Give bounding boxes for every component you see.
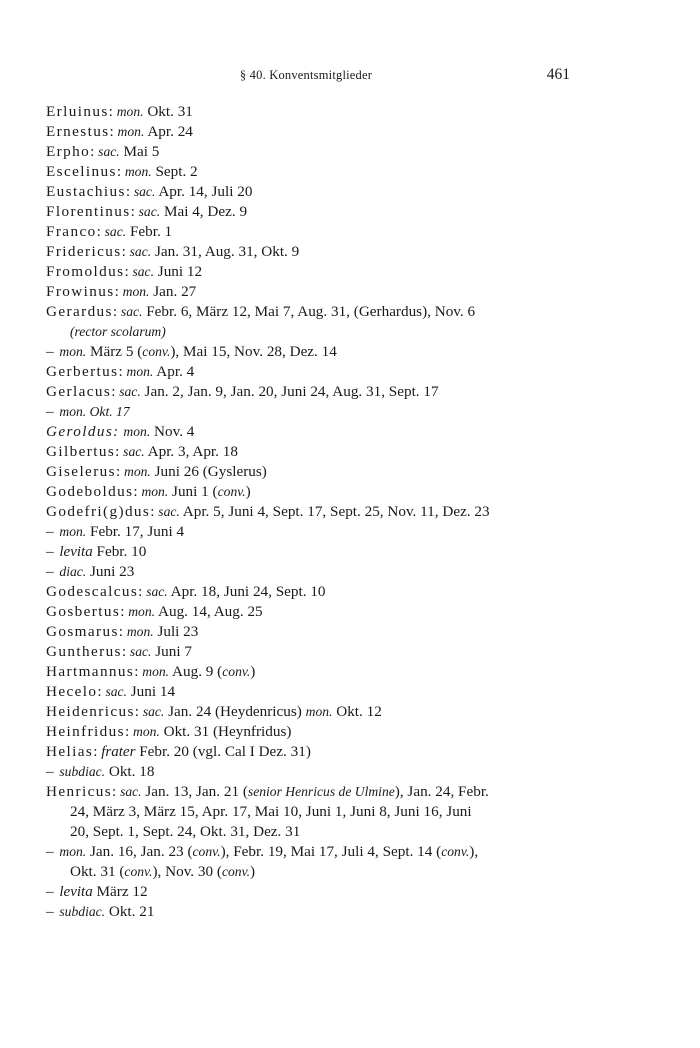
entry-dates: Okt. 18: [105, 763, 155, 780]
entry-dates: Juni 23: [86, 563, 135, 580]
entry-dates: Nov. 4: [150, 423, 195, 440]
entry-dates: Jan. 2, Jan. 9, Jan. 20, Juni 24, Aug. 31, Sept. 17: [140, 383, 439, 400]
entry-note: conv.: [217, 484, 246, 499]
register-entry: [46, 402, 570, 422]
entry-dates: Sept. 2: [151, 163, 198, 180]
entry-dates: Okt. 31 (: [70, 863, 125, 880]
entry-name: Gosbertus: [46, 603, 121, 620]
entry-name: Florentinus: [46, 203, 131, 220]
entry-name: Gerardus: [46, 303, 113, 320]
entry-name: Fridericus: [46, 243, 122, 260]
entry-dates: Jan. 24 (Heydenricus): [164, 703, 306, 720]
entry-name: Ernestus: [46, 123, 110, 140]
entry-status: mon.: [133, 724, 160, 739]
register-entry: [46, 342, 570, 362]
dash-mark: –: [46, 883, 54, 900]
entry-dates: ): [250, 663, 256, 680]
entry-name: Geroldus:: [46, 423, 120, 440]
entry-dates: ), Mai 15, Nov. 28, Dez. 14: [170, 343, 337, 360]
entry-dates: Juni 7: [151, 643, 192, 660]
entry-dates: Okt. 31: [143, 103, 193, 120]
register-entry: Heidenricus: sac. Jan. 24 (Heydenricus) mon. Okt. 12: [46, 703, 382, 720]
entry-dates: Okt. 12: [332, 703, 382, 720]
entry-note: conv.: [124, 864, 153, 879]
entry-status: sac.: [120, 304, 143, 319]
register-entry: Gerlacus: sac. Jan. 2, Jan. 9, Jan. 20, Juni 24, Aug. 31, Sept. 17: [46, 383, 439, 400]
entry-dates: Mai 5: [119, 143, 160, 160]
entry-name: Heidenricus: [46, 703, 135, 720]
entry-status: sac.: [138, 204, 161, 219]
running-header: [46, 66, 570, 86]
register-entry: [46, 522, 570, 542]
entry-dates: Apr. 3, Apr. 18: [144, 443, 238, 460]
dash-mark: –: [46, 343, 54, 360]
entry-dates: Jan. 13, Jan. 21 (: [141, 783, 248, 800]
entry-name: Heinfridus: [46, 723, 125, 740]
entry-status: mon.: [305, 704, 333, 719]
entry-status: frater: [101, 744, 136, 760]
register-entry: Fridericus: sac. Jan. 31, Aug. 31, Okt. 9: [46, 243, 300, 260]
entry-dates: Juni 14: [126, 683, 176, 700]
entry-note: conv.: [192, 844, 221, 859]
entry-dates: ),: [469, 843, 479, 860]
register-entry: Hecelo: sac. Juni 14: [46, 683, 176, 700]
register-entry: Fromoldus: sac. Juni 12: [46, 263, 203, 280]
entry-dates: Mai 4, Dez. 9: [160, 203, 248, 220]
entry-dates: Febr. 1: [126, 223, 173, 240]
entry-name: Godefri(g)dus: [46, 503, 151, 520]
entry-status: mon.: [141, 484, 169, 499]
entry-dates: 20, Sept. 1, Sept. 24, Okt. 31, Dez. 31: [70, 823, 301, 840]
register-entry: [46, 322, 570, 342]
entry-dates: 24, März 3, März 15, Apr. 17, Mai 10, Juni 1, Juni 8, Juni 16, Juni: [70, 803, 472, 820]
register-entry: Ernestus: mon. Apr. 24: [46, 123, 193, 140]
entry-dates: Jan. 27: [149, 283, 197, 300]
entry-dates: Jan. 31, Aug. 31, Okt. 9: [151, 243, 300, 260]
register-entry: Hartmannus: mon. Aug. 9 (conv.): [46, 663, 256, 680]
entry-status: sac.: [158, 504, 180, 519]
entry-name: Gerlacus: [46, 383, 112, 400]
register-entry: Franco: sac. Febr. 1: [46, 223, 173, 240]
entry-dates: ), Jan. 24, Febr.: [394, 783, 489, 800]
page-number: 461: [546, 66, 570, 83]
entry-name: Helias: [46, 743, 94, 760]
entry-dates: Aug. 9 (: [169, 663, 223, 680]
entry-name: Hartmannus: [46, 663, 135, 680]
entry-note: conv.: [441, 844, 470, 859]
dash-mark: –: [46, 543, 54, 560]
dash-mark: –: [46, 523, 54, 540]
register-entry: [46, 802, 570, 822]
dash-mark: –: [46, 563, 54, 580]
entry-status: mon.: [126, 364, 154, 379]
entry-status: mon.: [122, 284, 150, 299]
entry-name: Guntherus: [46, 643, 122, 660]
dash-mark: –: [46, 843, 54, 860]
entry-dates: Juni 12: [154, 263, 203, 280]
entry-dates: März 12: [92, 883, 148, 900]
register-entry: [46, 762, 570, 782]
running-title: § 40. Konventsmitglieder: [239, 68, 373, 82]
register-entry: [46, 842, 570, 862]
register-entry: Gerardus: sac. Febr. 6, März 12, Mai 7, Aug. 31, (Gerhardus), Nov. 6: [46, 303, 476, 320]
entry-status: sac.: [133, 184, 156, 199]
register-entry: Godeboldus: mon. Juni 1 (conv.): [46, 483, 251, 500]
entry-status: sac.: [142, 704, 165, 719]
register-entry: [46, 562, 570, 582]
register-entry: Godefri(g)dus: sac. Apr. 5, Juni 4, Sept. 17, Sept. 25, Nov. 11, Dez. 23: [46, 503, 490, 520]
entry-status: mon.: [126, 624, 154, 639]
dash-mark: –: [46, 903, 54, 920]
entry-dates: Febr. 6, März 12, Mai 7, Aug. 31, (Gerhardus), Nov. 6: [142, 303, 476, 320]
entry-status: diac.: [59, 564, 87, 579]
entry-dates: Apr. 18, Juni 24, Sept. 10: [167, 583, 326, 600]
register-entry: Frowinus: mon. Jan. 27: [46, 283, 197, 300]
entry-note: senior Henricus de Ulmine: [247, 784, 395, 799]
entry-status: mon.: [59, 344, 87, 359]
entry-status: mon.: [128, 604, 156, 619]
entry-dates: Febr. 10: [92, 543, 147, 560]
entry-status: sac.: [129, 244, 152, 259]
entry-name: Franco: [46, 223, 97, 240]
entry-name: Gerbertus: [46, 363, 119, 380]
dash-mark: –: [46, 763, 54, 780]
register-entry: Erluinus: mon. Okt. 31: [46, 103, 193, 120]
entry-note: conv.: [142, 344, 171, 359]
register-entry: [46, 862, 570, 882]
register-entry: Guntherus: sac. Juni 7: [46, 643, 192, 660]
entry-name: Godeboldus: [46, 483, 134, 500]
entry-name: Erluinus: [46, 103, 109, 120]
register-entry: Gilbertus: sac. Apr. 3, Apr. 18: [46, 443, 238, 460]
entry-status: sac.: [120, 784, 142, 799]
register-entry: [46, 822, 570, 842]
entry-status: mon. Okt. 17: [59, 404, 130, 419]
register-entry: Erpho: sac. Mai 5: [46, 143, 160, 160]
entry-dates: Okt. 21: [105, 903, 155, 920]
entry-name: Fromoldus: [46, 263, 125, 280]
entry-note: (rector scolarum): [70, 324, 166, 339]
dash-mark: –: [46, 403, 54, 420]
entry-dates: Okt. 31 (Heynfridus): [159, 723, 292, 740]
entry-status: mon.: [116, 104, 144, 119]
register-entry: Giselerus: mon. Juni 26 (Gyslerus): [46, 463, 267, 480]
entry-dates: Febr. 17, Juni 4: [86, 523, 185, 540]
register-entry: Helias: frater Febr. 20 (vgl. Cal I Dez. 31): [46, 743, 311, 760]
entry-name: Erpho: [46, 143, 91, 160]
entry-dates: Apr. 24: [144, 123, 193, 140]
entry-status: mon.: [124, 464, 151, 479]
entry-status: levita: [59, 884, 93, 900]
entry-dates: Febr. 20 (vgl. Cal I Dez. 31): [135, 743, 311, 760]
register-entry: Henricus: sac. Jan. 13, Jan. 21 (senior Henricus de Ulmine), Jan. 24, Febr.: [46, 783, 489, 800]
entry-status: subdiac.: [59, 764, 106, 779]
entry-status: sac.: [104, 224, 127, 239]
entry-status: sac.: [146, 584, 168, 599]
entry-dates: März 5 (: [86, 343, 143, 360]
entry-name: Giselerus: [46, 463, 116, 480]
entry-status: sac.: [119, 384, 141, 399]
entry-dates: Jan. 16, Jan. 23 (: [86, 843, 193, 860]
entry-dates: Juni 1 (: [168, 483, 218, 500]
entry-dates: ): [245, 483, 251, 500]
entry-name: Gilbertus: [46, 443, 116, 460]
register-entry: Florentinus: sac. Mai 4, Dez. 9: [46, 203, 248, 220]
entry-status: mon.: [59, 844, 87, 859]
entry-status: sac.: [98, 144, 120, 159]
entry-dates: ), Nov. 30 (: [152, 863, 222, 880]
entry-note: conv.: [221, 864, 251, 879]
entry-note: conv.: [222, 664, 251, 679]
entry-name: Escelinus: [46, 163, 117, 180]
entry-dates: Aug. 14, Aug. 25: [155, 603, 263, 620]
entry-dates: ): [250, 863, 256, 880]
entry-status: levita: [59, 544, 93, 560]
entry-name: Eustachius: [46, 183, 126, 200]
register-list: [46, 102, 570, 922]
entry-status: sac.: [123, 444, 145, 459]
entry-name: Godescalcus: [46, 583, 139, 600]
entry-status: mon.: [117, 124, 145, 139]
entry-status: mon.: [142, 664, 170, 679]
register-entry: Gosbertus: mon. Aug. 14, Aug. 25: [46, 603, 263, 620]
entry-dates: Apr. 14, Juli 20: [155, 183, 253, 200]
register-entry: [46, 422, 570, 442]
entry-dates: Juni 26 (Gyslerus): [150, 463, 267, 480]
register-entry: Godescalcus: sac. Apr. 18, Juni 24, Sept. 10: [46, 583, 326, 600]
register-entry: Eustachius: sac. Apr. 14, Juli 20: [46, 183, 253, 200]
entry-dates: ), Febr. 19, Mai 17, Juli 4, Sept. 14 (: [220, 843, 442, 860]
entry-name: Hecelo: [46, 683, 98, 700]
entry-status: mon.: [124, 164, 152, 179]
register-entry: Heinfridus: mon. Okt. 31 (Heynfridus): [46, 723, 292, 740]
register-entry: [46, 882, 570, 902]
entry-status: mon.: [59, 524, 87, 539]
entry-dates: Juli 23: [153, 623, 199, 640]
register-entry: Escelinus: mon. Sept. 2: [46, 163, 198, 180]
entry-status: sac.: [105, 684, 127, 699]
entry-dates: Apr. 4: [153, 363, 195, 380]
register-entry: Gerbertus: mon. Apr. 4: [46, 363, 195, 380]
entry-status: subdiac.: [59, 904, 106, 919]
entry-dates: Apr. 5, Juni 4, Sept. 17, Sept. 25, Nov. 11, Dez. 23: [179, 503, 490, 520]
entry-name: Gosmarus: [46, 623, 119, 640]
entry-status: sac.: [129, 644, 152, 659]
entry-status: mon.: [123, 424, 151, 439]
register-entry: [46, 542, 570, 562]
entry-name: Frowinus: [46, 283, 115, 300]
register-entry: [46, 902, 570, 922]
entry-name: Henricus: [46, 783, 113, 800]
register-entry: Gosmarus: mon. Juli 23: [46, 623, 199, 640]
entry-status: sac.: [132, 264, 154, 279]
